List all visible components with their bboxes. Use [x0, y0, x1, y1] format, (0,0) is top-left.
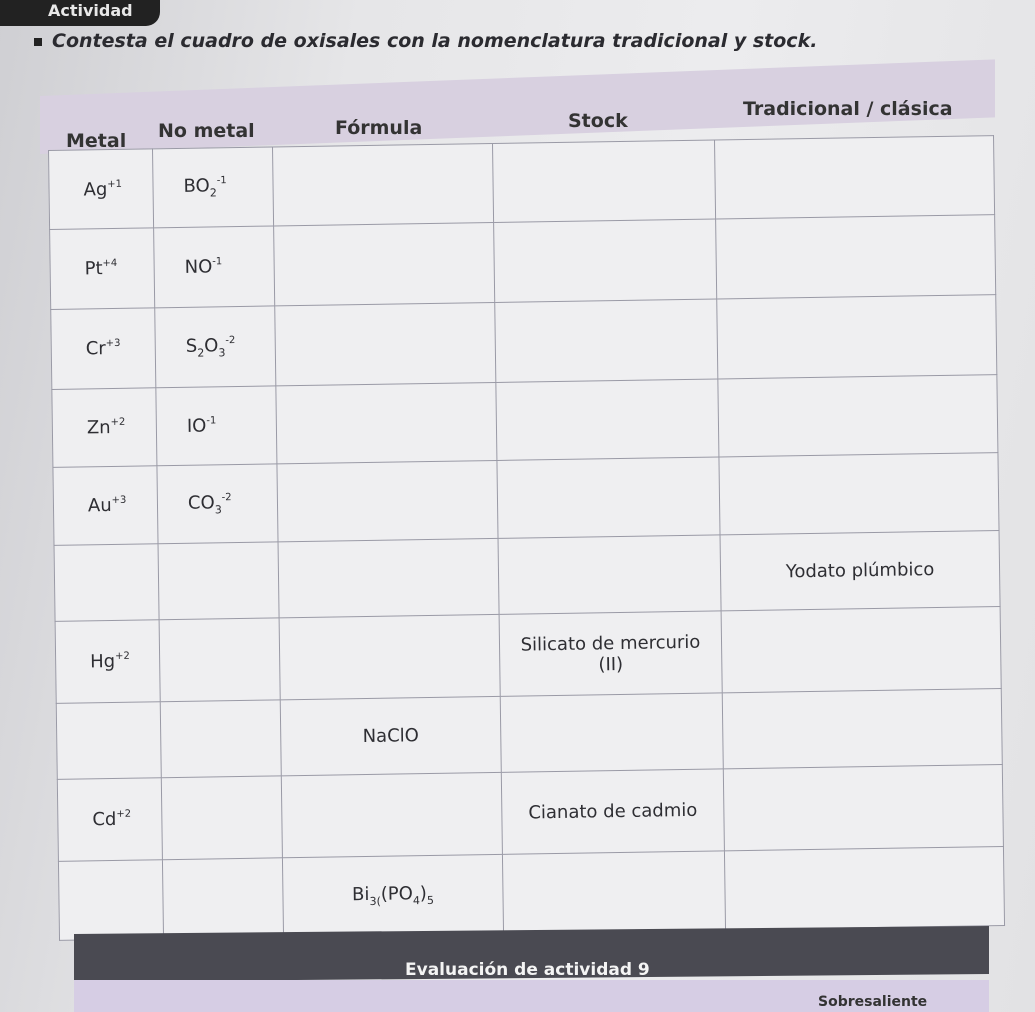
activity-tab: Actividad	[0, 0, 160, 26]
tradicional-name: Yodato plúmbico	[785, 559, 935, 583]
no-metal-cell[interactable]	[162, 858, 283, 939]
formula-cell[interactable]	[280, 696, 501, 775]
metal-cell[interactable]	[54, 544, 159, 622]
rating-label: Sobresaliente	[818, 994, 928, 1010]
metal-symbol: Ag	[83, 178, 108, 200]
metal-symbol: Zn	[86, 417, 111, 439]
no-metal-ion: $CO_3^{-2}$	[187, 491, 232, 516]
metal-cell[interactable]	[55, 620, 160, 704]
tradicional-cell[interactable]	[715, 136, 995, 219]
stock-cell[interactable]	[501, 769, 724, 854]
table-row	[53, 453, 999, 546]
metal-oxidation: +2	[116, 808, 132, 820]
stock-cell[interactable]	[495, 299, 718, 382]
metal-oxidation: +4	[102, 257, 118, 270]
table-row	[51, 295, 997, 390]
stock-cell[interactable]	[496, 379, 719, 460]
metal-symbol: Au	[87, 495, 112, 517]
metal-cell[interactable]	[49, 149, 154, 230]
formula-cell[interactable]	[277, 460, 498, 541]
metal-oxidation: +2	[110, 416, 126, 429]
stock-cell[interactable]	[493, 140, 716, 222]
instruction-label: Contesta el cuadro de oxisales con la nomenclatura tradicional y stock.	[52, 30, 818, 52]
table-row	[52, 375, 998, 468]
stock-cell[interactable]	[499, 611, 722, 696]
evaluation-title: Evaluación de actividad 9	[405, 960, 650, 980]
header-metal: Metal	[66, 130, 127, 152]
tradicional-cell[interactable]	[721, 607, 1001, 693]
metal-symbol: Cr	[85, 338, 106, 360]
header-tradicional: Tradicional / clásica	[743, 98, 953, 120]
stock-name: Cianato de cadmio	[528, 799, 698, 824]
no-metal-cell[interactable]	[157, 464, 278, 544]
tradicional-cell[interactable]	[719, 453, 999, 535]
formula-cell[interactable]	[281, 772, 502, 857]
metal-cell[interactable]	[57, 778, 162, 862]
formula-cell[interactable]	[278, 538, 499, 617]
tradicional-cell[interactable]	[717, 295, 997, 379]
oxisales-table	[48, 135, 1005, 941]
stock-cell[interactable]	[500, 693, 723, 772]
tradicional-cell[interactable]	[722, 689, 1002, 769]
table-row	[49, 136, 995, 230]
no-metal-cell[interactable]	[159, 618, 280, 702]
formula-text: NaClO	[362, 725, 420, 748]
metal-symbol: Hg	[90, 650, 116, 673]
no-metal-cell[interactable]	[161, 776, 282, 860]
metal-cell[interactable]	[53, 466, 158, 546]
instruction-text	[34, 30, 834, 52]
no-metal-cell[interactable]	[153, 147, 274, 228]
metal-cell[interactable]	[52, 388, 157, 468]
formula-cell[interactable]	[273, 144, 494, 226]
table-row	[50, 215, 996, 310]
tradicional-cell[interactable]	[724, 846, 1004, 929]
stock-cell[interactable]	[494, 219, 717, 302]
formula-text: $Bi_{3(}(PO_4)_5$	[351, 883, 435, 908]
table-row	[54, 531, 1000, 622]
no-metal-cell[interactable]	[156, 386, 277, 466]
table-row	[56, 689, 1002, 780]
stock-cell[interactable]	[497, 457, 720, 538]
formula-cell[interactable]	[276, 382, 497, 463]
tradicional-cell[interactable]	[716, 215, 996, 299]
no-metal-ion: $NO^{-1}$	[184, 256, 223, 278]
metal-cell[interactable]	[51, 308, 156, 390]
no-metal-cell[interactable]	[154, 226, 275, 308]
bullet-icon	[34, 38, 42, 46]
tradicional-cell[interactable]	[720, 531, 1000, 611]
metal-cell[interactable]	[56, 702, 161, 780]
table-row	[55, 607, 1001, 704]
metal-oxidation: +1	[107, 178, 123, 190]
formula-cell[interactable]	[282, 854, 503, 936]
header-stock: Stock	[568, 110, 628, 132]
metal-symbol: Cd	[92, 808, 117, 831]
metal-symbol: Pt	[84, 258, 103, 280]
formula-cell[interactable]	[279, 614, 500, 699]
table-row	[57, 765, 1003, 862]
no-metal-cell[interactable]	[158, 542, 279, 620]
no-metal-cell[interactable]	[155, 306, 276, 388]
tradicional-cell[interactable]	[718, 375, 998, 457]
no-metal-ion: $S_2O_3^{-2}$	[185, 334, 236, 360]
formula-cell[interactable]	[275, 302, 496, 385]
metal-oxidation: +2	[114, 650, 130, 662]
stock-cell[interactable]	[502, 851, 725, 933]
header-formula: Fórmula	[335, 117, 423, 139]
metal-cell[interactable]	[50, 228, 155, 310]
metal-cell[interactable]	[58, 860, 163, 941]
metal-oxidation: +3	[111, 494, 127, 506]
formula-cell[interactable]	[274, 222, 495, 305]
metal-oxidation: +3	[105, 337, 121, 350]
stock-name: Silicato de mercurio (II)	[520, 631, 701, 675]
no-metal-cell[interactable]	[160, 700, 281, 778]
no-metal-ion: $BO_2^{-1}$	[183, 175, 227, 200]
tradicional-cell[interactable]	[723, 765, 1003, 851]
stock-cell[interactable]	[498, 535, 721, 614]
no-metal-ion: $IO^{-1}$	[186, 415, 217, 437]
header-no-metal: No metal	[158, 120, 255, 142]
